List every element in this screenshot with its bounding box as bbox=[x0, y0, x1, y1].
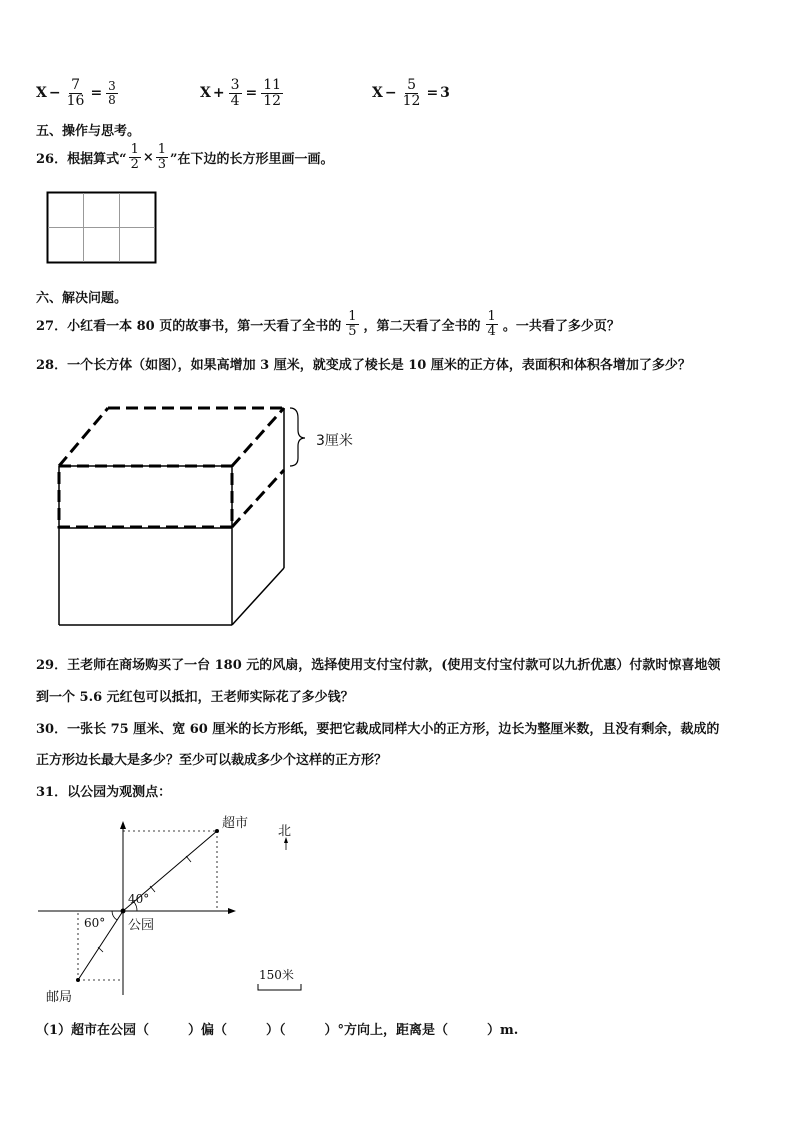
times-sign: × bbox=[142, 149, 154, 165]
frac-num: 5 bbox=[407, 77, 416, 93]
frac-num: 3 bbox=[230, 77, 240, 93]
park-label: 公园 bbox=[128, 918, 155, 933]
drawing-rectangle bbox=[46, 191, 158, 265]
angle-60-label: 60° bbox=[84, 916, 106, 930]
frac-den: 5 bbox=[348, 323, 357, 339]
frac-den: 8 bbox=[108, 92, 116, 107]
supermarket-label: 超市 bbox=[222, 816, 249, 831]
q26-suffix: ”在下边的长方形里画一画。 bbox=[170, 151, 334, 167]
frac-num: 1 bbox=[130, 142, 139, 157]
equation-3: X − $\frac{5}{12}$ = 3 bbox=[372, 77, 450, 109]
eq-var: X bbox=[36, 85, 47, 102]
angle-40-label: 40° bbox=[128, 892, 150, 906]
frac-num: 1 bbox=[157, 142, 167, 157]
equation-1: X − $\frac{7}{16}$ = $\frac{3}{8}$ bbox=[36, 77, 116, 109]
eq-op: − bbox=[48, 85, 61, 102]
frac-num: 11 bbox=[263, 77, 282, 93]
frac-num: 1 bbox=[348, 309, 357, 324]
question-26 bbox=[36, 143, 334, 171]
q26-prefix: 26．根据算式“ bbox=[36, 151, 127, 167]
scale-label: 150米 bbox=[259, 968, 294, 982]
question-31: 31．以公园为观测点： bbox=[36, 785, 172, 800]
section-heading: 六、解决问题。 bbox=[36, 291, 128, 306]
post-office-label: 邮局 bbox=[46, 990, 73, 1005]
equation-2: X + $\frac{3}{4}$ = $\frac{11}{12}$ bbox=[200, 77, 282, 109]
q27-text: 27．小红看一本 80 页的故事书，第一天看了全书的 bbox=[36, 318, 342, 334]
question-27 bbox=[36, 310, 620, 338]
question-29-line-2: 到一个 5.6 元红包可以抵扣，王老师实际花了多少钱？ bbox=[36, 690, 354, 705]
q27-text: 。一共看了多少页？ bbox=[502, 318, 620, 334]
question-30-line-1: 30．一张长 75 厘米、宽 60 厘米的长方形纸，要把它裁成同样大小的正方形，边长为整厘米数，且没有剩余，裁成的 bbox=[36, 722, 720, 737]
section-heading: 五、操作与思考。 bbox=[36, 124, 141, 139]
q27-text: ，第二天看了全书的 bbox=[363, 318, 481, 334]
eq-op: − bbox=[384, 85, 397, 102]
cube-height-label: 3厘米 bbox=[316, 433, 353, 449]
question-29-line-1: 29．王老师在商场购买了一台 180 元的风扇，选择使用支付宝付款，(使用支付宝付款可以九折优惠）付款时惊喜地领 bbox=[36, 658, 721, 673]
frac-den: 4 bbox=[487, 323, 496, 339]
question-30-line-2: 正方形边长最大是多少？至少可以裁成多少个这样的正方形？ bbox=[36, 753, 388, 768]
question-31-sub-1: （1）超市在公园（ ）偏（ ）（ ）°方向上，距离是（ ）m. bbox=[36, 1023, 519, 1038]
north-label: 北 bbox=[278, 824, 292, 839]
frac-den: 2 bbox=[130, 156, 139, 172]
eq-op: + bbox=[212, 85, 225, 102]
frac-den: 16 bbox=[66, 92, 85, 109]
frac-den: 4 bbox=[230, 92, 240, 109]
eq-var: X bbox=[372, 85, 383, 102]
frac-num: 3 bbox=[108, 79, 116, 94]
eq-rhs: 3 bbox=[440, 85, 450, 102]
frac-num: 7 bbox=[71, 77, 80, 93]
frac-den: 12 bbox=[263, 92, 282, 109]
frac-den: 12 bbox=[402, 92, 421, 109]
question-28: 28．一个长方体（如图），如果高增加 3 厘米，就变成了棱长是 10 厘米的正方体，表面积和体积各增加了多少？ bbox=[36, 358, 691, 373]
frac-num: 1 bbox=[487, 309, 496, 324]
eq-var: X bbox=[200, 85, 211, 102]
frac-den: 3 bbox=[157, 156, 167, 172]
